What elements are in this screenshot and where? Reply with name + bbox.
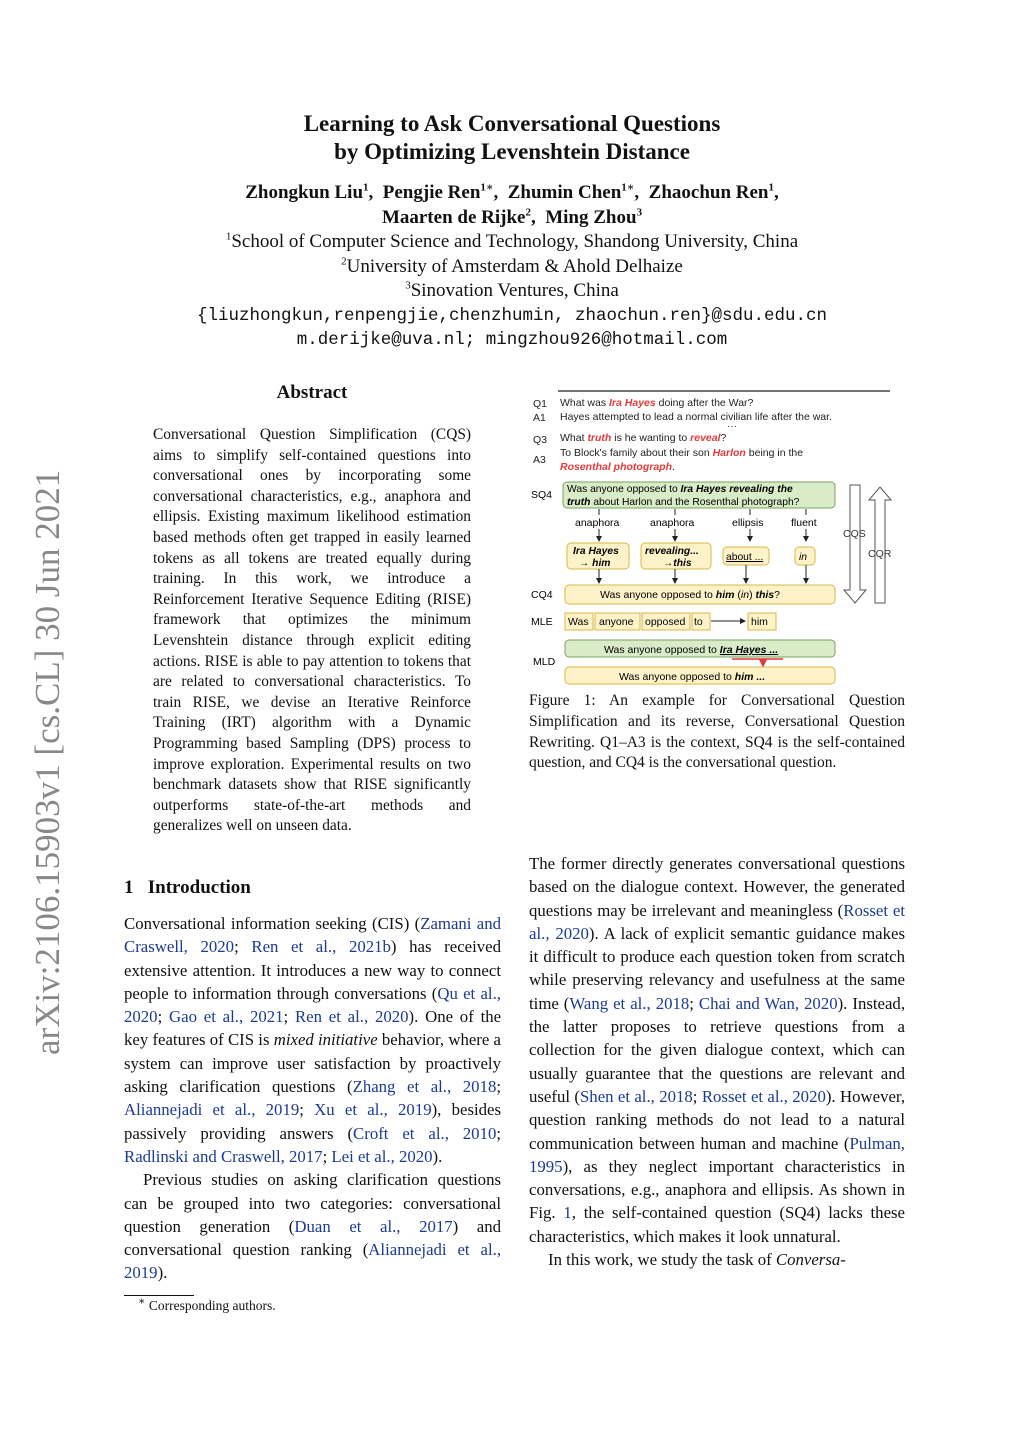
figure-caption: Figure 1: An example for Conversational Question Simplification and its reverse, Conversational Question Rewriting. Q1–A3 is the context, SQ4 is the self-contained question, and CQ4 is the conversational question. — [529, 692, 905, 772]
paragraph: The former directly generates conversational questions based on the dialogue context. However, the generated questions may be irrelevant and meaningless (Rosset et al., 2020). A lack of explicit semantic guidance makes it difficult to produce each question token from scratch while preserving relevancy and usefulness at the same time (Wang et al., 2018; Chai and Wan, 2020). Instead, the latter proposes to retrieve questions from a collection for the given dialogue context, which can usually guarantee that the questions are relevant and useful (Shen et al., 2018; Rosset et al., 2020). However, question ranking methods do not lead to a natural communication between human and machine (Pulman, 1995), as they neglect important characteristics in conversations, e.g., anaphora and ellipsis. As shown in Fig. 1, the self-contained question (SQ4) lacks these characteristics, which makes it look unnatural. — [529, 854, 906, 1246]
edit-box-text: about ... — [726, 552, 764, 563]
citation-link[interactable]: Wang et al., 2018 — [569, 993, 690, 1013]
mld-line-2: Was anyone opposed to him ... — [619, 671, 766, 683]
author-name: Ming Zhou — [545, 207, 637, 228]
mle-token-text: to — [694, 616, 703, 628]
author-name: Zhongkun Liu — [245, 182, 364, 203]
mld-line-1: Was anyone opposed to Ira Hayes ... — [604, 644, 779, 656]
paragraph: Conversational information seeking (CIS) (Zamani and Craswell, 2020; Ren et al., 2021b) has received extensive attention. It introduces a new way to connect people to information through conversations (Qu et al., 2020; Gao et al., 2021; Ren et al., 2020). One of the key features of CIS is mixed initiative behavior, where a system can improve user satisfaction by proactively asking clarification questions (Zhang et al., 2018; Aliannejadi et al., 2019; Xu et al., 2019), besides passively providing answers (Croft et al., 2010; Radlinski and Craswell, 2017; Lei et al., 2020). — [124, 914, 502, 1166]
method-label: MLD — [533, 656, 556, 668]
figure-1 — [525, 385, 910, 685]
citation-link[interactable]: Zhang et al., 2018 — [352, 1077, 497, 1097]
affiliations — [0, 230, 1024, 353]
intro-left-column — [124, 912, 501, 1285]
citation-link[interactable]: Shen et al., 2018 — [579, 1086, 693, 1106]
edit-box-text: →this — [663, 558, 692, 569]
email-line-2: m.derijke@uva.nl; mingzhou926@hotmail.com — [296, 330, 728, 350]
edit-box-text: → him — [579, 558, 611, 569]
citation-link[interactable]: Ren et al., 2021b — [251, 937, 391, 957]
section-number: 1 — [124, 877, 134, 898]
citation-link[interactable]: Duan et al., 2017 — [294, 1216, 453, 1236]
cq4-text: Was anyone opposed to him (in) this? — [600, 589, 780, 601]
emphasis: mixed initiative — [273, 1030, 378, 1050]
intro-right-column — [529, 852, 905, 1271]
footnote-text: Corresponding authors. — [148, 1298, 276, 1313]
email-line-1: {liuzhongkun,renpengjie,chenzhumin, zhaochun.ren}@sdu.edu.cn — [196, 305, 828, 326]
char-label: ellipsis — [732, 517, 764, 529]
author-name: Maarten de Rijke — [381, 207, 526, 228]
q3-text: What truth is he wanting to reveal? — [560, 432, 727, 444]
a3-text: To Block's family about their son Harlon being in the — [560, 447, 804, 459]
author-sup: 1 — [363, 181, 369, 194]
paper-title — [0, 110, 1024, 166]
footnote-mark: ∗ — [138, 1295, 146, 1308]
ellipsis-dots: ··· — [727, 421, 737, 432]
paragraph: In this work, we study the task of Conversa- — [548, 1250, 846, 1270]
method-label: MLE — [531, 616, 553, 628]
author-sup: 1 — [768, 181, 774, 194]
citation-link[interactable]: Aliannejadi et al., 2019 — [124, 1240, 502, 1283]
abstract-heading: Abstract — [276, 382, 348, 403]
affiliation-line: University of Amsterdam & Ahold Delhaize — [346, 255, 683, 277]
affiliation-line: Sinovation Ventures, China — [410, 280, 619, 301]
edit-box-text: revealing... — [645, 546, 699, 557]
affil-sup: 3 — [405, 279, 411, 292]
edit-box-text: Ira Hayes — [573, 546, 619, 557]
citation-link[interactable]: Aliannejadi et al., 2019 — [124, 1100, 300, 1120]
citation-link[interactable]: Croft et al., 2010 — [353, 1123, 497, 1143]
citation-link[interactable]: Ren et al., 2020 — [294, 1007, 409, 1027]
mle-token-text: opposed — [645, 616, 686, 628]
figure-ref-link[interactable]: 1 — [563, 1203, 572, 1223]
char-label: anaphora — [575, 517, 620, 529]
author-sup: 3 — [636, 206, 643, 219]
citation-link[interactable]: Qu et al., 2020 — [124, 983, 501, 1027]
author-list: Zhongkun Liu$^1$, Pengjie Ren$^{1∗}$, Zhumin Chen$^{1∗}$, Zhaochun Ren$^1$, Maarten de Rijke$^2$, Ming Zhou$^3$ — [245, 181, 779, 228]
citation-link[interactable]: Rosset et al., 2020 — [701, 1086, 826, 1106]
footnote — [138, 1295, 276, 1314]
citation-link[interactable]: Chai and Wan, 2020 — [698, 993, 838, 1013]
citation-link[interactable]: Lei et al., 2020 — [331, 1146, 433, 1166]
edit-box-text: in — [799, 552, 808, 563]
turn-label: A3 — [533, 454, 546, 466]
abstract-body: Conversational Question Simplification (CQS) aims to simplify self-contained questions into conversational ones by incorporating some conversational characteristics, e.g., anaphora and ellipsis. Existing maximum likelihood estimation based methods often get trapped in easily learned tokens as all tokens are treated equally during training. In this work, we introduce a Reinforcement Iterative Sequence Editing (RISE) framework that optimizes the minimum Levenshtein distance through explicit editing actions. RISE is able to pay attention to tokens that are related to conversational characteristics. To train RISE, we devise an Iterative Reinforce Training (IRT) algorithm with a Dynamic Programming based Sampling (DPS) process to improve exploration. Experimental results on two benchmark datasets show that RISE significantly outperforms state-of-the-art methods and generalizes well on unseen data. — [153, 426, 471, 835]
citation-link[interactable]: Rosset et al., 2020 — [529, 900, 905, 943]
cqr-arrow — [869, 487, 891, 603]
cqs-label: CQS — [843, 528, 866, 540]
a3-text-line2: Rosenthal photograph. — [560, 461, 675, 473]
citation-link[interactable]: Radlinski and Craswell, 2017 — [124, 1146, 323, 1166]
affiliation-line: School of Computer Science and Technology, Shandong University, China — [231, 231, 799, 252]
citation-link[interactable]: Zamani and Craswell, 2020 — [124, 914, 501, 957]
footnote-rule — [124, 1295, 194, 1296]
citation-link[interactable]: Xu et al., 2019 — [314, 1100, 432, 1120]
affil-sup: 2 — [341, 255, 347, 268]
section-heading — [124, 877, 251, 899]
mle-token-text: Was — [568, 616, 589, 628]
turn-label: Q3 — [533, 434, 548, 446]
citation-link[interactable]: Gao et al., 2021 — [169, 1007, 284, 1027]
mle-token-text: anyone — [599, 616, 634, 628]
turn-label: Q1 — [533, 398, 548, 410]
author-sup: 1∗ — [621, 181, 635, 194]
turn-label: SQ4 — [531, 489, 553, 501]
author-sup: 1∗ — [480, 181, 494, 194]
char-label: fluent — [791, 517, 817, 529]
author-name: Zhumin Chen — [507, 182, 622, 203]
a1-text: Hayes attempted to lead a normal civilian life after the war. — [560, 411, 832, 423]
author-sup: 2 — [525, 206, 531, 219]
section-title: Introduction — [147, 877, 251, 898]
title-line-2: by Optimizing Levenshtein Distance — [334, 139, 690, 164]
turn-label: CQ4 — [531, 589, 553, 601]
paragraph: Previous studies on asking clarification questions can be grouped into two categories: conversational question generation (Duan et al., 2017) and conversational question ranking (Aliannejadi et al., 2019). — [124, 1170, 502, 1283]
arxiv-stamp: arXiv:2106.15903v1 [cs.CL] 30 Jun 2021 — [28, 469, 67, 1055]
emphasis: Conversa- — [775, 1250, 846, 1270]
citation-link[interactable]: Pulman, 1995 — [529, 1133, 905, 1176]
mle-token-text: him — [751, 616, 768, 628]
affil-sup: 1 — [225, 230, 232, 243]
turn-label: A1 — [533, 412, 546, 424]
sq4-line2: truth about Harlon and the Rosenthal photograph? — [567, 497, 800, 508]
q1-text: What was Ira Hayes doing after the War? — [560, 397, 754, 409]
author-name: Zhaochun Ren — [648, 182, 769, 203]
char-label: anaphora — [650, 517, 695, 529]
title-line-1: Learning to Ask Conversational Questions — [303, 111, 721, 136]
cqr-label: CQR — [868, 548, 892, 560]
sq4-line1: Was anyone opposed to Ira Hayes revealing the — [567, 484, 793, 495]
author-name: Pengjie Ren — [382, 182, 481, 203]
cqs-arrow — [844, 485, 866, 603]
